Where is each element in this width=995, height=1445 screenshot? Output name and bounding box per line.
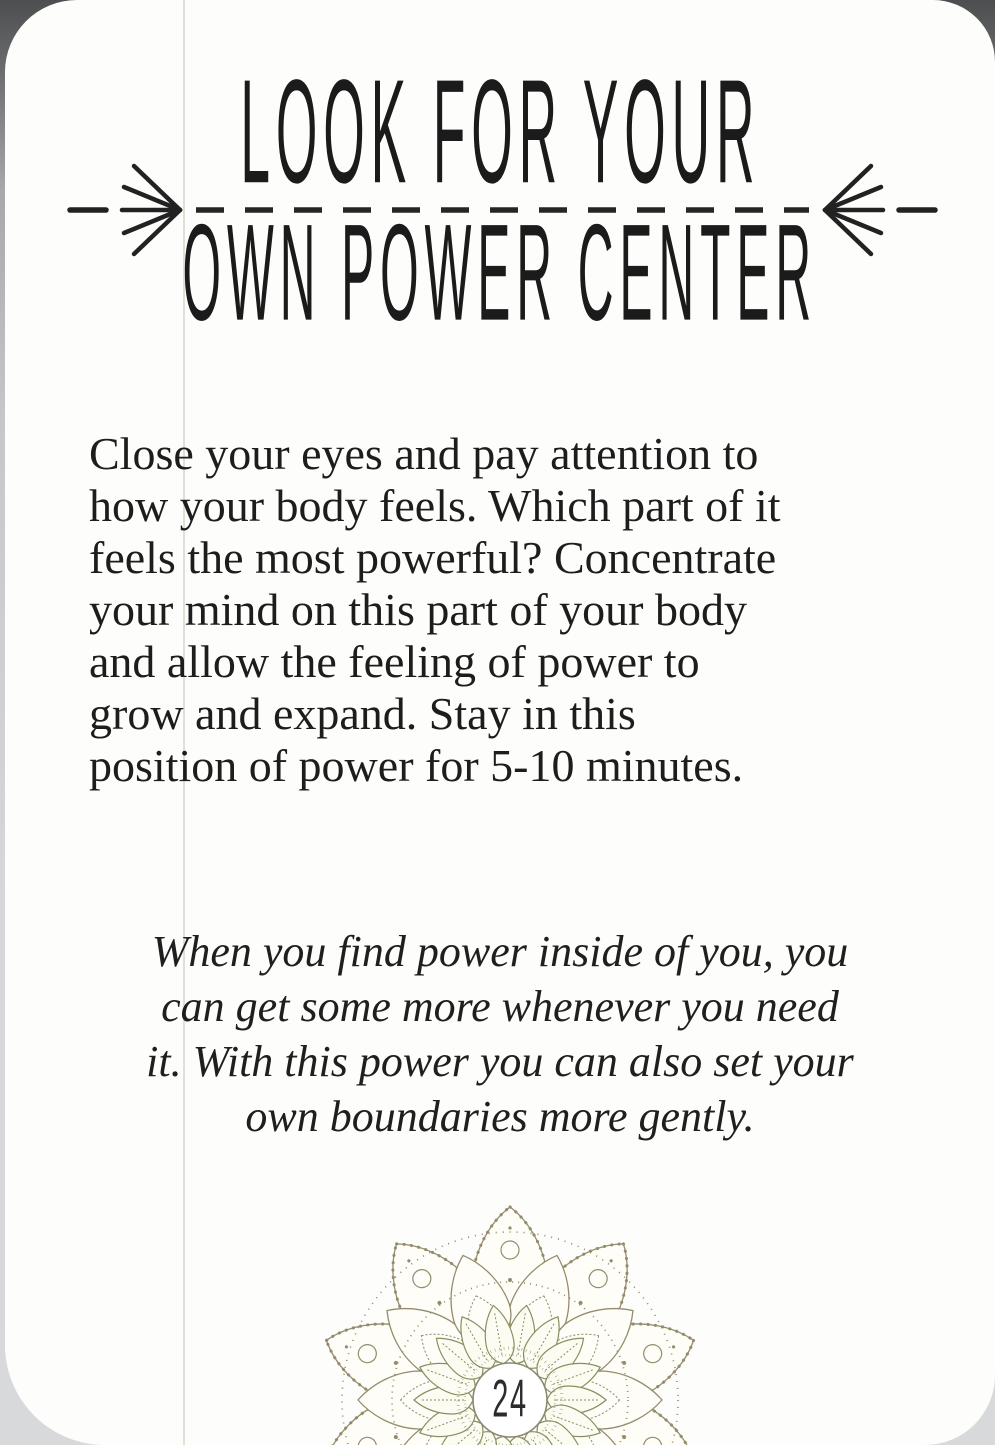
- body-line: and allow the feeling of power to: [89, 636, 700, 687]
- quote-line: own boundaries more gently.: [245, 1092, 755, 1141]
- quote-line: When you find power inside of you, you: [151, 927, 849, 976]
- body-line: grow and expand. Stay in this: [89, 688, 636, 739]
- body-line: how your body feels. Which part of it: [89, 480, 781, 531]
- affirmation-paragraph: [43, 924, 957, 1144]
- card: [5, 0, 995, 1445]
- mandala-icon: [300, 1196, 720, 1445]
- quote-line: it. With this power you can also set your: [146, 1037, 854, 1086]
- mandala-ornament: [300, 1196, 720, 1445]
- title-line-1: LOOK FOR YOUR: [239, 51, 761, 216]
- card-number: 24: [492, 1370, 528, 1430]
- body-line: position of power for 5-10 minutes.: [89, 740, 744, 791]
- body-line: your mind on this part of your body: [89, 584, 747, 635]
- instruction-paragraph: [89, 428, 945, 792]
- body-line: Close your eyes and pay attention to: [89, 428, 759, 479]
- body-line: feels the most powerful? Concentrate: [89, 532, 777, 583]
- title-line-2: OWN POWER CENTER: [182, 196, 818, 350]
- title-block-2: [5, 196, 995, 350]
- quote-line: can get some more whenever you need: [161, 982, 839, 1031]
